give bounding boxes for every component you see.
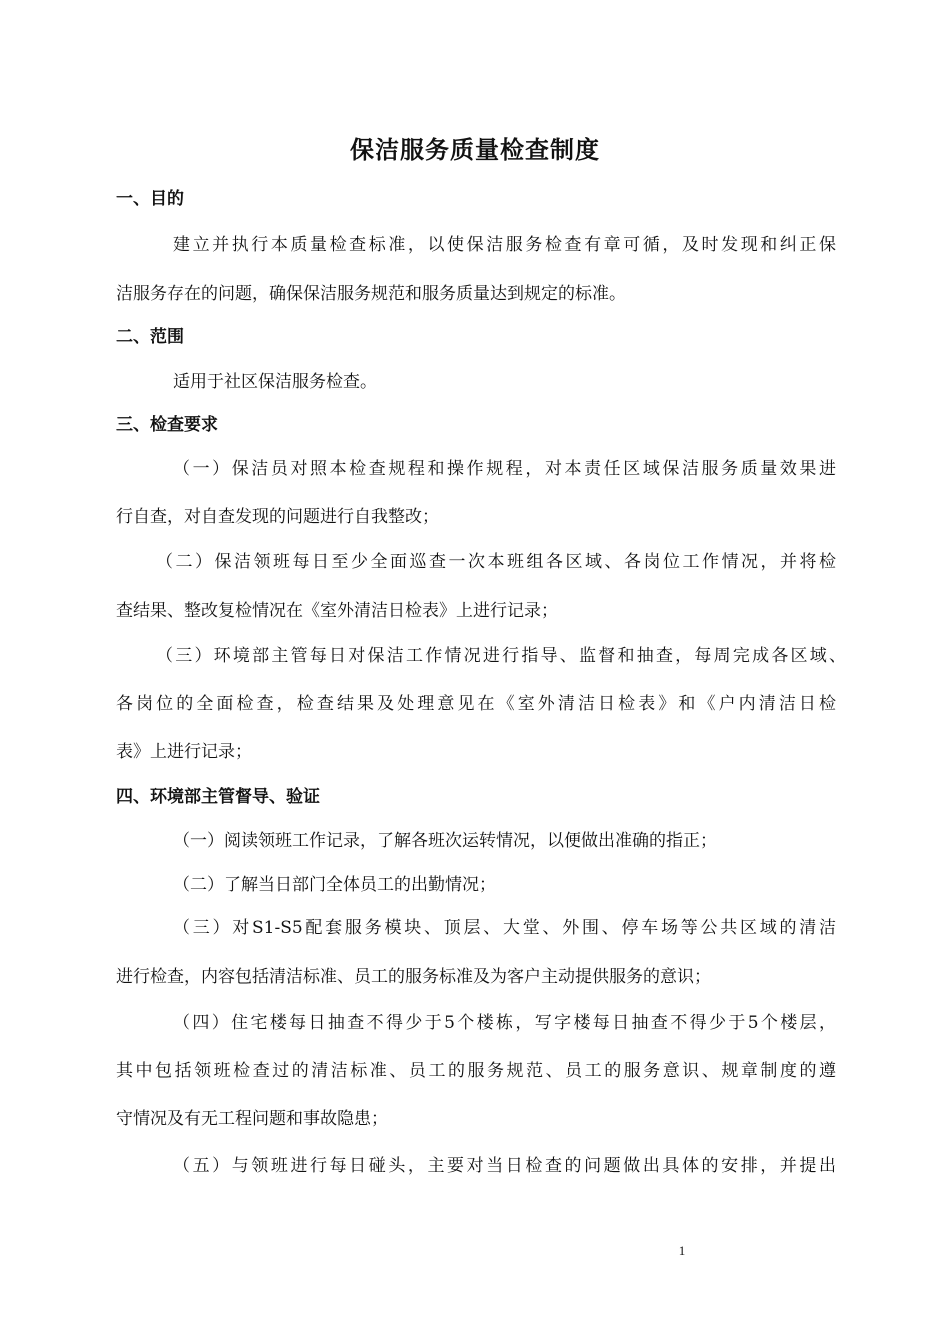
paragraph-line: （二）了解当日部门全体员工的出勤情况； (173, 875, 496, 895)
section-heading-supervision: 四、环境部主管督导、验证 (116, 787, 320, 807)
paragraph-line: （一）保洁员对照本检查规程和操作规程，对本责任区域保洁服务质量效果进 (173, 459, 836, 479)
section-heading-requirements: 三、检查要求 (116, 415, 218, 435)
paragraph-line: 表》上进行记录； (116, 742, 252, 762)
document-title: 保洁服务质量检查制度 (350, 135, 600, 164)
paragraph-line: 适用于社区保洁服务检查。 (173, 372, 377, 392)
paragraph-line: （二）保洁领班每日至少全面巡查一次本班组各区域、各岗位工作情况，并将检 (156, 552, 836, 572)
section-heading-scope: 二、范围 (116, 327, 184, 347)
paragraph-line: 各岗位的全面检查，检查结果及处理意见在《室外清洁日检表》和《户内清洁日检 (116, 694, 836, 714)
paragraph-line: 进行检查，内容包括清洁标准、员工的服务标准及为客户主动提供服务的意识； (116, 967, 711, 987)
paragraph-line: 行自查，对自查发现的问题进行自我整改； (116, 507, 439, 527)
paragraph-line: 其中包括领班检查过的清洁标准、员工的服务规范、员工的服务意识、规章制度的遵 (116, 1061, 836, 1081)
paragraph-line: （三）对S1-S5配套服务模块、顶层、大堂、外围、停车场等公共区域的清洁 (173, 918, 836, 938)
paragraph-line: （四）住宅楼每日抽查不得少于5个楼栋，写字楼每日抽查不得少于5个楼层， (173, 1013, 836, 1033)
paragraph-line: 守情况及有无工程问题和事故隐患； (116, 1109, 388, 1129)
page-number: 1 (678, 1243, 686, 1258)
paragraph-line: （一）阅读领班工作记录，了解各班次运转情况，以便做出准确的指正； (173, 831, 717, 851)
paragraph-line: （五）与领班进行每日碰头，主要对当日检查的问题做出具体的安排，并提出 (173, 1156, 836, 1176)
section-heading-purpose: 一、目的 (116, 189, 184, 209)
paragraph-line: 查结果、整改复检情况在《室外清洁日检表》上进行记录； (116, 601, 558, 621)
paragraph-line: （三）环境部主管每日对保洁工作情况进行指导、监督和抽查，每周完成各区域、 (156, 646, 846, 666)
paragraph-line: 洁服务存在的问题，确保保洁服务规范和服务质量达到规定的标准。 (116, 284, 626, 304)
paragraph-line: 建立并执行本质量检查标准，以使保洁服务检查有章可循，及时发现和纠正保 (173, 235, 836, 255)
